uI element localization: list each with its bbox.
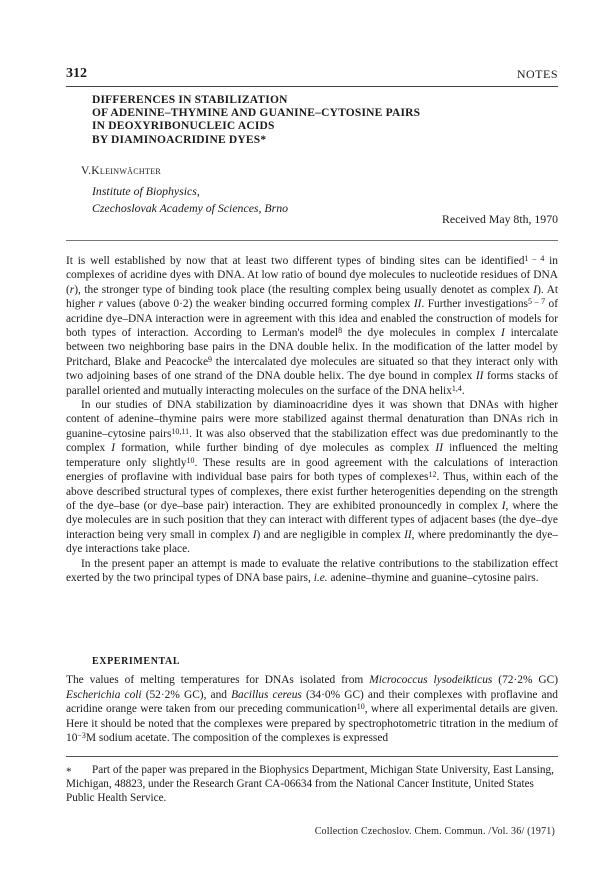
title-line: OF ADENINE–THYMINE AND GUANINE–CYTOSINE PAIRS	[92, 107, 421, 120]
section-heading: EXPERIMENTAL	[92, 656, 181, 667]
header-rule	[66, 86, 558, 87]
affiliation-line: Czechoslovak Academy of Sciences, Brno	[92, 201, 289, 215]
received-date: Received May 8th, 1970	[442, 212, 558, 226]
footnote-text: Part of the paper was prepared in the Biophysics Department, Michigan State University, East Lansing, Michigan, 48823, under the Research Grant CA-06634 from the National Cancer Institute, United States Public Health Service.	[66, 764, 554, 805]
section-label: NOTES	[516, 67, 558, 81]
title-line: IN DEOXYRIBONUCLEIC ACIDS	[92, 120, 275, 133]
paragraph: It is well established by now that at least two different types of binding sites can be identified$^{1 - 4}$ in complexes of acridine dyes with DNA. At low ratio of bound dye molecules to nucleotide residues of DNA (r), the stronger type of binding took place (the resulting complex being usually denotet as complex I). At higher r values (above 0·2) the weaker binding occurred forming complex II. Further investigations$^{5 - 7}$ of acridine dye–DNA interaction were in agreement with this idea and enabled the construction of models for both types of interaction. According to Lerman's model$^8$ the dye molecules in complex I intercalate between two neighboring base pairs in the DNA double helix. In the modification of the latter model by Pritchard, Blake and Peacocke$^9$ the intercalated dye molecules are situated so that they interact only with two adjoining bases of one strand of the DNA double helix. The dye bound in complex II forms stacks of parallel oriented and mutually interacting molecules on the surface of the DNA helix$^{1,4}$.	[66, 253, 559, 397]
title-line: DIFFERENCES IN STABILIZATION	[92, 94, 288, 106]
page-number: 312	[66, 66, 87, 81]
title-line: BY DIAMINOACRIDINE DYES*	[92, 133, 267, 146]
abstract-rule	[66, 240, 558, 241]
footnote	[66, 763, 558, 806]
paragraph: In our studies of DNA stabilization by diaminoacridine dyes it was shown that DNAs with higher content of adenine–thymine pairs were more stabilized against thermal denaturation than DNAs rich in guanine–cytosine pairs$^{10,11}$. It was also observed that the stabilization effect was due predominantly to the complex I formation, while further binding of dye molecules as complex II influenced the melting temperature only slightly$^{10}$. These results are in good agreement with the calculations of interaction energies of proflavine with individual base pairs for both types of complexes$^{12}$. Thus, within each of the above described structural types of complexes, there exist further heterogenities depending on the strength of the dye–base (or dye–base pair) interaction. They are exhibited pronouncedly in complex I, where the dye molecules are in such position that they can interact with different types of adjacent bases (the dye–dye interaction being very small in complex I) and are negligible in complex II, where predominantly the dye–dye interactions take place.	[66, 399, 559, 556]
footnote-marker: *	[66, 766, 72, 778]
journal-citation: Collection Czechoslov. Chem. Commun. /Vol. 36/ (1971)	[314, 826, 555, 837]
author-name: V.Kleinwächter	[81, 165, 161, 177]
affiliation-line: Institute of Biophysics,	[92, 184, 200, 198]
article-body	[66, 254, 558, 585]
affiliation	[92, 183, 288, 217]
running-header	[66, 66, 558, 84]
footnote-rule	[66, 756, 558, 757]
paragraph: The values of melting temperatures for DNAs isolated from Micrococcus lysodeikticus (72·2% GC) Escherichia coli (52·2% GC), and Bacillus cereus (34·0% GC) and their complexes with proflavine and acridine orange were taken from our preceding communication$^{10}$, where all experimental details are given. Here it should be noted that the complexes were prepared by spectrophotometric titration in the medium of 10$^{-3}$M sodium acetate. The composition of the complexes is expressed	[66, 674, 558, 745]
paragraph: In the present paper an attempt is made to evaluate the relative contributions to the stabilization effect exerted by the two principal types of DNA base pairs, i.e. adenine–thymine and guanine–cytosine pairs.	[66, 557, 558, 584]
experimental-body	[66, 673, 558, 746]
article-title	[92, 94, 532, 147]
